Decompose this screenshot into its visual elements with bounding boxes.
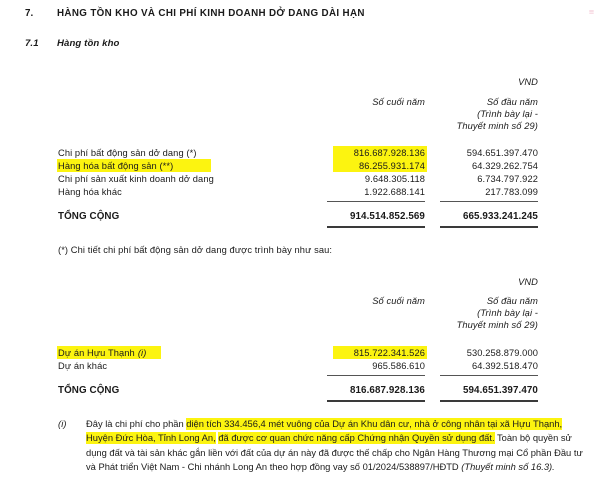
table1-row2-col1: 9.648.305.118 bbox=[364, 174, 425, 184]
table2-col2-header-line2: (Trình bày lại - bbox=[477, 308, 538, 318]
table1-total-rule-col1 bbox=[327, 226, 425, 228]
table1-row3-col2: 217.783.099 bbox=[485, 187, 538, 197]
table2-row0-col1: 815.722.341.526 bbox=[353, 348, 425, 358]
table1-total-col1: 914.514.852.569 bbox=[349, 211, 425, 222]
table1-row3-col1: 1.922.688.141 bbox=[364, 187, 425, 197]
table1-rule-col1 bbox=[327, 201, 425, 202]
table1-row1-col1: 86.255.931.174 bbox=[358, 161, 425, 171]
table2-total-rule-col1 bbox=[327, 400, 425, 402]
table1-row0-label: Chi phí bất động sản dở dang (*) bbox=[58, 148, 197, 158]
table1-total-col2: 665.933.241.245 bbox=[462, 211, 538, 222]
table1-col2-header-line1: Số đầu năm bbox=[486, 97, 538, 107]
table2-row0-label-suffix: (i) bbox=[137, 348, 147, 358]
table2-currency-label: VND bbox=[518, 277, 538, 287]
table2-col2-header-line3: Thuyết minh số 29) bbox=[456, 320, 538, 330]
detail-intro-note: (*) Chi tiết chi phí bất động sản dở dang được trình bày như sau: bbox=[58, 245, 333, 255]
table2-total-label: TỔNG CỘNG bbox=[58, 385, 120, 396]
table1-total-label: TỔNG CỘNG bbox=[58, 211, 120, 222]
table1-row2-col2: 6.734.797.922 bbox=[477, 174, 538, 184]
table1-col1-header: Số cuối năm bbox=[372, 97, 425, 107]
footnote-seg-plain-1: Đây là chi phí cho phần bbox=[86, 419, 187, 429]
table2-col1-header: Số cuối năm bbox=[372, 296, 425, 306]
footnote-body bbox=[86, 417, 586, 475]
page-title: HÀNG TỒN KHO VÀ CHI PHÍ KINH DOANH DỞ DANG DÀI HẠN bbox=[57, 8, 365, 19]
table1-col2-header-line3: Thuyết minh số 29) bbox=[456, 121, 538, 131]
footnote-seg-highlight-2: đã được cơ quan chức năng cấp Chứng nhận Quyền sử dụng đất. bbox=[218, 433, 495, 444]
table1-row1-col2: 64.329.262.754 bbox=[471, 161, 538, 171]
table2-col2-header-line1: Số đầu năm bbox=[486, 296, 538, 306]
table1-row0-col2: 594.651.397.470 bbox=[466, 148, 538, 158]
footnote-seg-plain-3: Toàn bộ quyền sử dụng đất và tài sản khác gắn liền với đất của dự án này đã được thế chấp cho Ngân Hàng Thương mại Cổ phần Đầu tư và Phát triển Việt Nam - Chi nhánh Long An theo hợp đồng vay số 01/2024/538897/HĐTD bbox=[86, 433, 583, 473]
table2-row1-col1: 965.586.610 bbox=[372, 361, 425, 371]
footnote-seg-highlight-1: diện tích 334.456,4 mét vuông của Dự án Khu dân cư, nhà ở công nhân tại xã Hựu Thạnh, Huyện Đức Hòa, Tỉnh Long An, bbox=[86, 419, 563, 444]
table2-row0-col2: 530.258.879.000 bbox=[466, 348, 538, 358]
table2-row1-label: Dự án khác bbox=[58, 361, 108, 371]
subsection-title: Hàng tồn kho bbox=[57, 38, 120, 49]
table2-total-col2: 594.651.397.470 bbox=[462, 385, 538, 396]
table2-row0-label bbox=[58, 347, 146, 359]
footnote-seg-reference: (Thuyết minh số 16.3). bbox=[461, 462, 555, 473]
table2-row1-col2: 64.392.518.470 bbox=[471, 361, 538, 371]
table2-row0-label-text: Dự án Hựu Thạnh bbox=[58, 348, 135, 358]
table2-rule-col2 bbox=[440, 375, 538, 376]
table2-rule-col1 bbox=[327, 375, 425, 376]
table1-currency-label: VND bbox=[518, 77, 538, 87]
table1-col2-header-line2: (Trình bày lại - bbox=[477, 109, 538, 119]
table1-total-rule-col2 bbox=[440, 226, 538, 228]
table1-row0-col1: 816.687.928.136 bbox=[353, 148, 425, 158]
table1-rule-col2 bbox=[440, 201, 538, 202]
scan-edge-mark: ≡ bbox=[588, 8, 595, 16]
table1-row2-label: Chi phí sản xuất kinh doanh dở dang bbox=[58, 174, 214, 184]
table1-row3-label: Hàng hóa khác bbox=[58, 187, 122, 197]
section-number: 7. bbox=[25, 8, 34, 19]
footnote-marker: (i) bbox=[58, 419, 67, 429]
table1-row1-label: Hàng hóa bất động sản (**) bbox=[58, 161, 174, 171]
table2-total-rule-col2 bbox=[440, 400, 538, 402]
subsection-number: 7.1 bbox=[25, 38, 39, 49]
table2-total-col1: 816.687.928.136 bbox=[349, 385, 425, 396]
